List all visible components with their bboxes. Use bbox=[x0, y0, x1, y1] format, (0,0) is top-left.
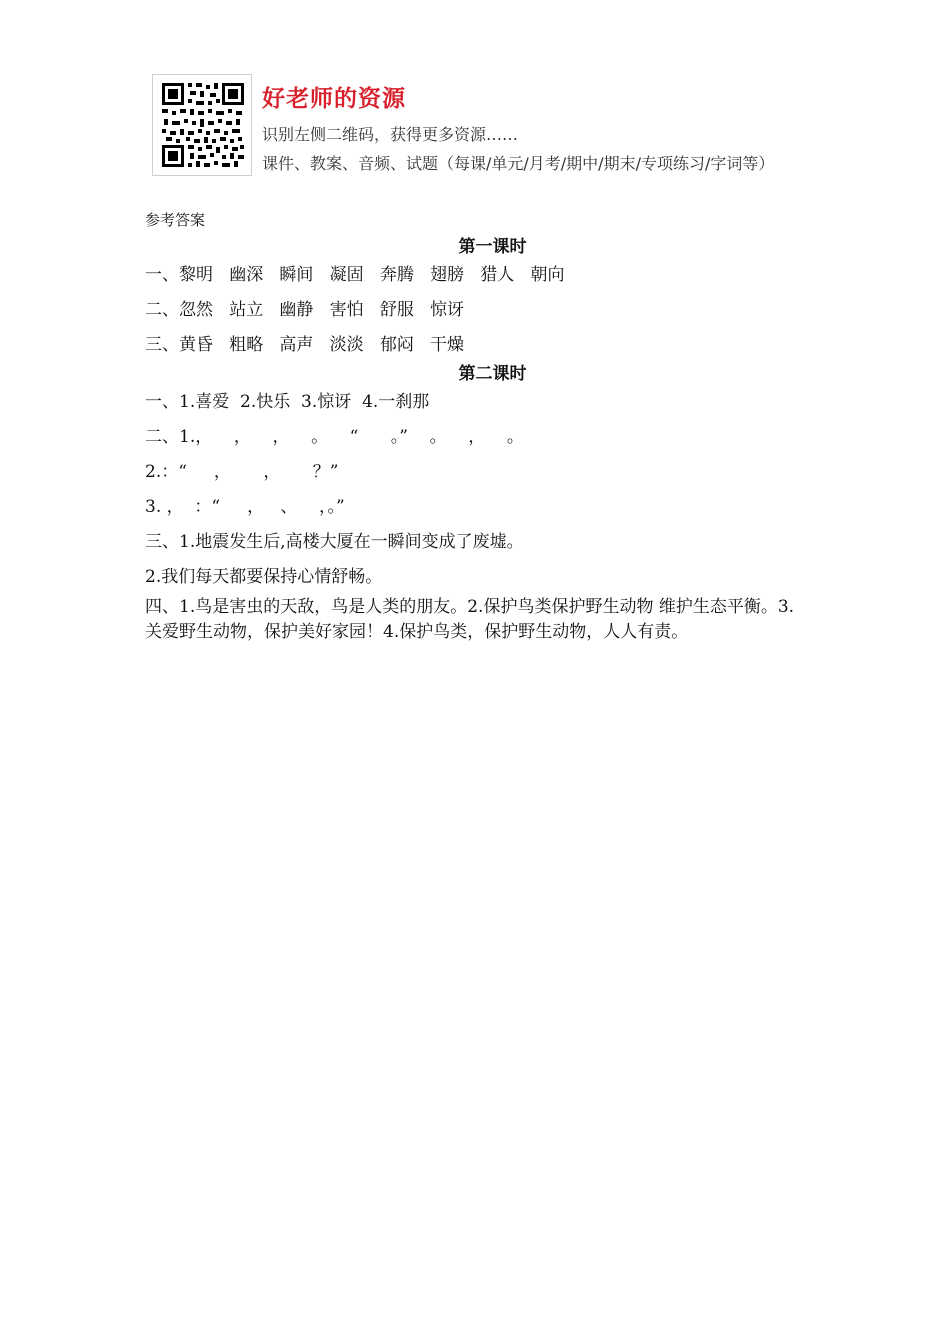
lesson2-paragraph: 四、1.鸟是害虫的天敌，鸟是人类的朋友。2.保护鸟类保护野生动物 维护生态平衡。3.关爱野生动物，保护美好家园！4.保护鸟类，保护野生动物，人人有责。 bbox=[145, 597, 795, 642]
lesson2-line-6: 2.我们每天都要保持心情舒畅。 bbox=[145, 567, 383, 587]
banner-resource-types: 课件、教案、音频、试题（每课/单元/月考/期中/期末/专项练习/字词等） bbox=[262, 154, 775, 173]
lesson1-line-1: 一、黎明 幽深 瞬间 凝固 奔腾 翅膀 猎人 朝向 bbox=[145, 265, 565, 285]
qr-code[interactable] bbox=[152, 74, 252, 176]
qr-code-icon bbox=[160, 81, 246, 169]
lesson1-line-3: 三、黄昏 粗略 高声 淡淡 郁闷 干燥 bbox=[145, 335, 465, 355]
answer-document bbox=[145, 210, 810, 645]
lesson2-line-4: 3. ， ：“ ， 、 ，。” bbox=[145, 497, 345, 517]
lesson2-line-2: 二、1.， ， ， 。 “ 。” 。 ， 。 bbox=[145, 427, 524, 447]
resource-banner bbox=[152, 74, 852, 178]
lesson1-title: 第一课时 bbox=[458, 237, 527, 257]
lesson2-line-5: 三、1.地震发生后,高楼大厦在一瞬间变成了废墟。 bbox=[145, 532, 524, 552]
doc-label: 参考答案 bbox=[145, 211, 206, 229]
banner-scan-hint: 识别左侧二维码，获得更多资源…… bbox=[262, 125, 519, 144]
lesson2-title: 第二课时 bbox=[458, 364, 527, 384]
lesson1-line-2: 二、忽然 站立 幽静 害怕 舒服 惊讶 bbox=[145, 300, 465, 320]
lesson2-line-3: 2.：“ ， ， ？” bbox=[145, 462, 339, 482]
lesson2-line-1: 一、1.喜爱 2.快乐 3.惊讶 4.一刹那 bbox=[145, 392, 430, 412]
brand-title: 好老师的资源 bbox=[262, 86, 406, 112]
